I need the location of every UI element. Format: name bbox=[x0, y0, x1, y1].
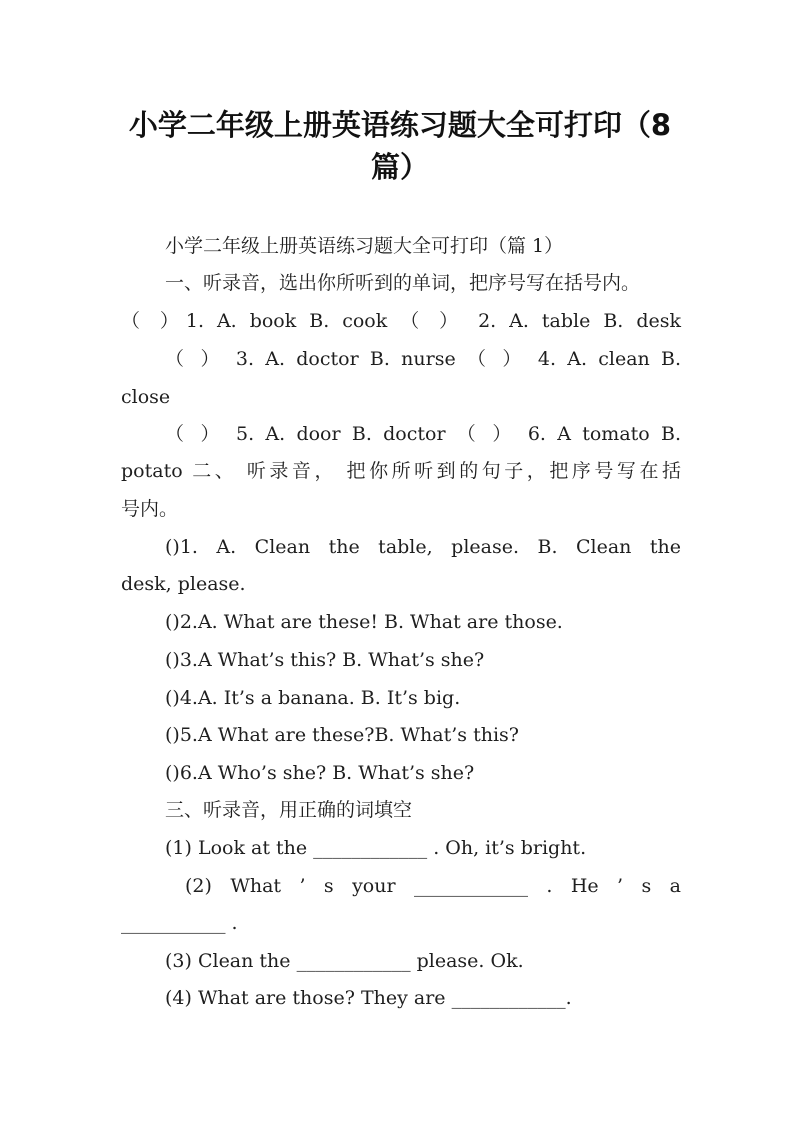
exercise-line: （ ） 3. A. doctor B. nurse （ ） 4. A. clean B. bbox=[165, 348, 681, 370]
exercise-line: (2) What ’ s your ____________ . He ’ s a bbox=[185, 875, 681, 897]
document-title-line-1: 小学二年级上册英语练习题大全可打印（8 bbox=[128, 108, 672, 142]
exercise-line: ()3.A What’s this? B. What’s she? bbox=[165, 649, 485, 671]
exercise-line: ___________ . bbox=[121, 912, 238, 934]
exercise-line: ()2.A. What are these! B. What are those. bbox=[165, 611, 563, 633]
exercise-line: ()4.A. It’s a banana. B. It’s big. bbox=[165, 687, 461, 709]
exercise-line: (3) Clean the ____________ please. Ok. bbox=[165, 950, 524, 972]
exercise-line: (4) What are those? They are ____________. bbox=[165, 987, 572, 1009]
exercise-line: desk, please. bbox=[121, 573, 246, 595]
section-heading: 小学二年级上册英语练习题大全可打印（篇 1） bbox=[165, 235, 564, 257]
exercise-line: （ ）1. A. book B. cook （ ） 2. A. table B. desk bbox=[121, 310, 681, 332]
exercise-heading-1: 一、听录音，选出你所听到的单词，把序号写在括号内。 bbox=[165, 272, 641, 294]
exercise-line: potato 二、 听录音， 把你所听到的句子，把序号写在括 bbox=[121, 460, 681, 482]
document-title-line-2: 篇） bbox=[370, 150, 429, 184]
exercise-line: （ ） 5. A. door B. doctor （ ） 6. A tomato B. bbox=[165, 423, 681, 445]
exercise-line: 号内。 bbox=[121, 498, 179, 520]
exercise-line: ()5.A What are these?B. What’s this? bbox=[165, 724, 519, 746]
exercise-line: (1) Look at the ____________ . Oh, it’s bright. bbox=[165, 837, 587, 859]
exercise-heading-3: 三、听录音，用正确的词填空 bbox=[165, 799, 413, 821]
exercise-line: ()6.A Who’s she? B. What’s she? bbox=[165, 762, 475, 784]
exercise-line: close bbox=[121, 386, 171, 408]
exercise-line: ()1. A. Clean the table, please. B. Clean the bbox=[165, 536, 681, 558]
